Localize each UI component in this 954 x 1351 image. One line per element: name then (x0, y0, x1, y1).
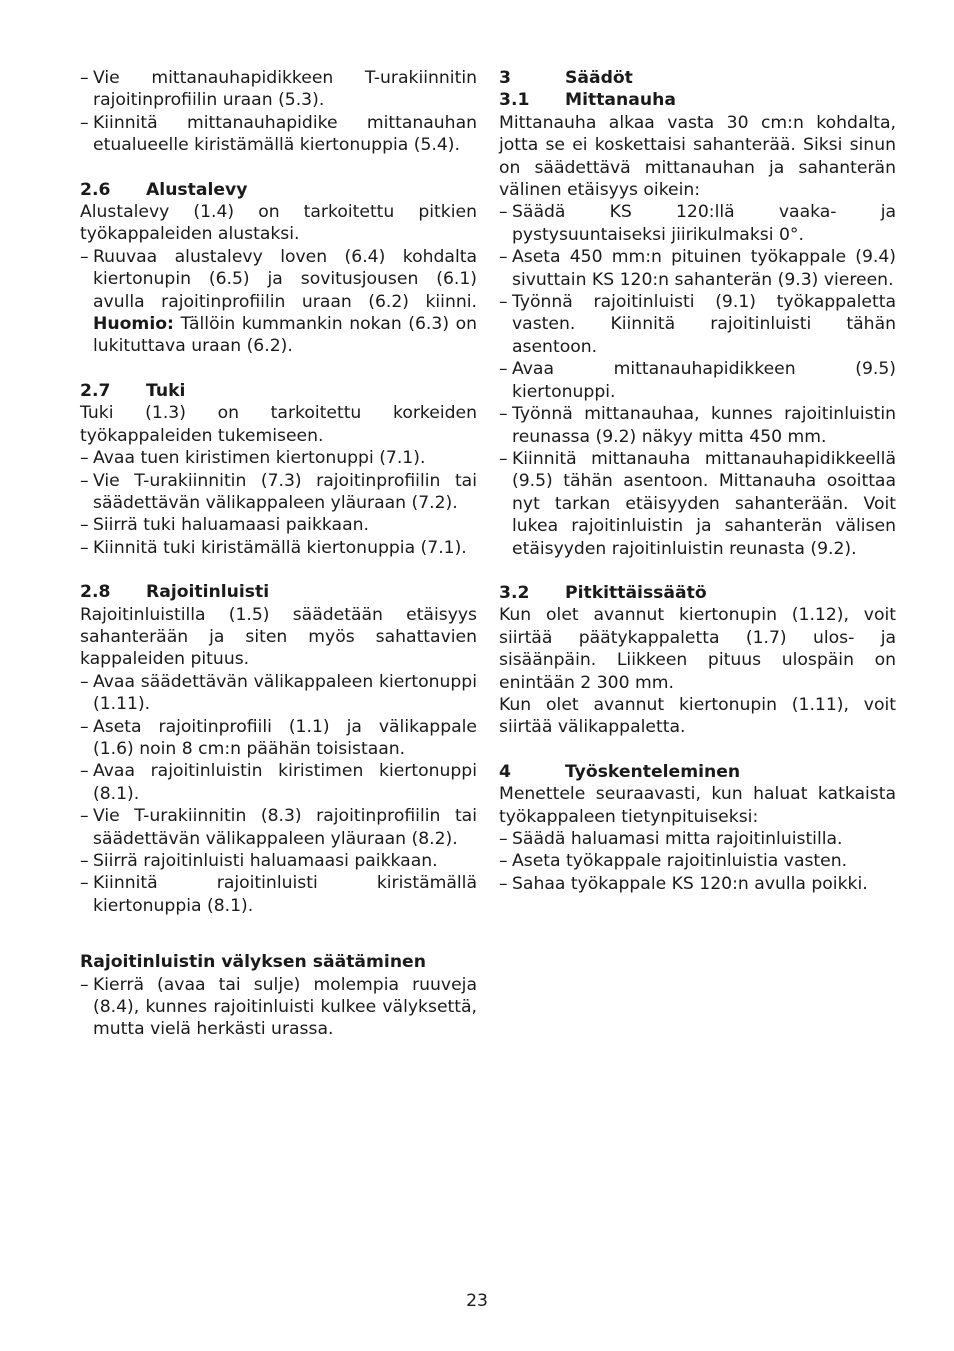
section-heading (499, 89, 896, 111)
bullet-text: Kiinnitä mittanauhapidike mittanauhan etualueelle kiristämällä kiertonuppia (5.4). (93, 112, 477, 156)
section-number: 4 (499, 761, 511, 782)
list-item: – Kiinnitä mittanauhapidike mittanauhan etualueelle kiristämällä kiertonuppia (5.4). (80, 112, 477, 156)
section-3 (499, 67, 896, 89)
list-item: – Aseta 450 mm:n pituinen työkappale (9.4) sivuttain KS 120:n sahanterän (9.3) viereen. (499, 247, 896, 290)
bullet-text: Kiinnitä mittanauha mittanauhapidikkeellä (9.5) tähän asentoon. Mittanauha osoittaa nyt tarkan etäisyyden sahanterään. Voit lukea rajoitinluistin ja sahanterän välisen etäisyyden rajoitinluistin reunasta (9.2). (512, 448, 896, 559)
section-title: Säädöt (565, 68, 633, 88)
section-heading (80, 581, 477, 603)
list-item: – Kierrä (avaa tai sulje) molempia ruuveja (8.4), kunnes rajoitinluisti kulkee välyksettä, mutta vielä herkästi urassa. (80, 974, 477, 1040)
section-title: Mittanauha (565, 90, 676, 111)
section-intro: Alustalevy (1.4) on tarkoitettu pitkien työkappaleiden alustaksi. (80, 202, 477, 245)
section-intro: Rajoitinluistilla (1.5) säädetään etäisyys sahanterään ja siten myös sahattavien kappaleiden pituus. (80, 604, 477, 670)
bullet-text: Säädä haluamasi mitta rajoitinluistilla. (512, 829, 843, 849)
section-heading (80, 380, 477, 402)
bullet-text: Avaa rajoitinluistin kiristimen kiertonuppi (8.1). (93, 761, 477, 804)
list-item: – Siirrä rajoitinluisti haluamaasi paikkaan. (80, 851, 438, 871)
section-intro: Tuki (1.3) on tarkoitettu korkeiden työkappaleiden tukemiseen. (80, 403, 477, 446)
section-number: 2.8 (80, 582, 111, 603)
intro-bullets (80, 67, 477, 157)
section-number: 2.6 (80, 179, 111, 200)
list-item: – Työnnä rajoitinluisti (9.1) työkappaletta vasten. Kiinnitä rajoitinluisti tähän asentoon. (499, 292, 896, 357)
bullet-text: Sahaa työkappale KS 120:n avulla poikki. (512, 873, 868, 894)
list-item: – Kiinnitä mittanauha mittanauhapidikkeellä (9.5) tähän asentoon. Mittanauha osoittaa nyt tarkan etäisyyden sahanterään. Voit lukea rajoitinluistin ja sahanterän välisen etäisyyden rajoitinluistin reunasta (9.2). (499, 448, 896, 559)
bullet-text: Avaa tuen kiristimen kiertonuppi (7.1). (93, 448, 426, 469)
page-number: 23 (466, 1291, 488, 1311)
section-title: Rajoitinluisti (146, 582, 270, 603)
section-clearance (80, 951, 477, 1041)
list-item: – Säädä KS 120:llä vaaka- ja pystysuuntaiseksi jiirikulmaksi 0°. (499, 202, 896, 245)
section-3-2 (499, 582, 896, 739)
bullet-text: Aseta rajoitinprofiili (1.1) ja välikappale (1.6) noin 8 cm:n päähän toisistaan. (93, 716, 477, 759)
section-title: Työskenteleminen (565, 761, 741, 782)
section-number: 3.1 (499, 90, 530, 111)
section-2-7 (80, 380, 477, 559)
list-item: – Aseta työkappale rajoitinluistia vasten. (499, 851, 848, 872)
list-item: – Vie T-urakiinnitin (7.3) rajoitinprofiilin tai säädettävän välikappaleen yläuraan (7.2). (80, 470, 477, 513)
left-column (80, 67, 477, 1041)
list-item: – Työnnä mittanauhaa, kunnes rajoitinluistin reunassa (9.2) näkyy mitta 450 mm. (499, 404, 896, 447)
bullet-text: Vie mittanauhapidikkeen T-urakiinnitin rajoitinprofiilin uraan (5.3). (93, 68, 477, 111)
list-item: – Ruuvaa alustalevy loven (6.4) kohdalta kiertonupin (6.5) ja sovitusjousen (6.1) avulla rajoitinprofiilin uraan (6.2) kiinni. Huomio: Tällöin kummankin nokan (6.3) on lukituttava uraan (6.2). (80, 246, 478, 357)
section-heading (499, 582, 896, 604)
section-paragraph: Kun olet avannut kiertonupin (1.12), voit siirtää päätykappaletta (1.7) ulos- ja sisäänpäin. Liikkeen pituus ulospäin on enintään 2 300 mm. (499, 605, 896, 693)
section-title: Tuki (146, 380, 186, 401)
section-paragraph: Kun olet avannut kiertonupin (1.11), voit siirtää välikappaletta. (499, 694, 896, 738)
section-2-6 (80, 179, 477, 358)
bullet-text: Avaa mittanauhapidikkeen (9.5) kiertonuppi. (512, 359, 896, 402)
section-heading (499, 761, 896, 783)
list-item: – Aseta rajoitinprofiili (1.1) ja välikappale (1.6) noin 8 cm:n päähän toisistaan. (80, 716, 477, 759)
list-item: – Kiinnitä rajoitinluisti kiristämällä kiertonuppia (8.1). (80, 873, 477, 916)
list-item: – Avaa säädettävän välikappaleen kiertonuppi (1.11). (80, 671, 477, 715)
bullet-text: Ruuvaa alustalevy loven (6.4) kohdalta kiertonupin (6.5) ja sovitusjousen (6.1) avulla rajoitinprofiilin uraan (6.2) kiinni. (93, 246, 477, 312)
bullet-text: Työnnä rajoitinluisti (9.1) työkappaletta vasten. Kiinnitä rajoitinluisti tähän asentoon. (512, 292, 896, 357)
bullet-text: Avaa säädettävän välikappaleen kiertonuppi (1.11). (93, 671, 477, 715)
list-item: – Avaa tuen kiristimen kiertonuppi (7.1). (80, 448, 426, 469)
list-item: – Vie T-urakiinnitin (8.3) rajoitinprofiilin tai säädettävän välikappaleen yläuraan (8.2). (80, 806, 477, 849)
section-heading (499, 67, 896, 89)
list-item: – Säädä haluamasi mitta rajoitinluistilla. (499, 829, 843, 849)
section-4 (499, 761, 896, 895)
bullet-text: Vie T-urakiinnitin (7.3) rajoitinprofiilin tai säädettävän välikappaleen yläuraan (7.2). (93, 470, 477, 513)
list-item: – Avaa rajoitinluistin kiristimen kiertonuppi (8.1). (80, 761, 477, 804)
bullet-text: Vie T-urakiinnitin (8.3) rajoitinprofiilin tai säädettävän välikappaleen yläuraan (8.2). (93, 806, 477, 849)
list-item: – Kiinnitä tuki kiristämällä kiertonuppia (7.1). (80, 537, 467, 558)
section-number: 3.2 (499, 582, 530, 603)
section-number: 3 (499, 68, 511, 88)
list-item: – Sahaa työkappale KS 120:n avulla poikki. (499, 873, 868, 894)
section-title: Rajoitinluistin välyksen säätäminen (80, 952, 426, 973)
note-text: Tällöin kummankin nokan (6.3) on lukituttava uraan (6.2). (93, 314, 478, 357)
bullet-text: Kiinnitä rajoitinluisti kiristämällä kiertonuppia (8.1). (93, 873, 477, 916)
section-heading (80, 179, 477, 201)
bullet-text: Siirrä tuki haluamaasi paikkaan. (93, 515, 369, 536)
bullet-text: Työnnä mittanauhaa, kunnes rajoitinluistin reunassa (9.2) näkyy mitta 450 mm. (512, 404, 896, 447)
section-3-1 (499, 89, 896, 560)
bullet-text: Siirrä rajoitinluisti haluamaasi paikkaan. (93, 851, 438, 871)
section-number: 2.7 (80, 380, 111, 401)
bullet-text: Kierrä (avaa tai sulje) molempia ruuveja (8.4), kunnes rajoitinluisti kulkee välyksettä, mutta vielä herkästi urassa. (93, 974, 477, 1040)
bullet-text: Aseta 450 mm:n pituinen työkappale (9.4) sivuttain KS 120:n sahanterän (9.3) viereen. (512, 247, 896, 290)
section-2-8 (80, 581, 477, 917)
section-title: Alustalevy (146, 179, 248, 200)
list-item: – Siirrä tuki haluamaasi paikkaan. (80, 515, 369, 536)
bullet-text: Säädä KS 120:llä vaaka- ja pystysuuntaiseksi jiirikulmaksi 0°. (512, 202, 896, 245)
right-column (499, 67, 896, 895)
list-item: – Vie mittanauhapidikkeen T-urakiinnitin rajoitinprofiilin uraan (5.3). (80, 68, 477, 111)
section-title: Pitkittäissäätö (565, 582, 707, 603)
bullet-text: Kiinnitä tuki kiristämällä kiertonuppia (7.1). (93, 537, 467, 558)
list-item: – Avaa mittanauhapidikkeen (9.5) kiertonuppi. (499, 359, 896, 402)
section-intro: Mittanauha alkaa vasta 30 cm:n kohdalta, jotta se ei koskettaisi sahanterää. Siksi sinun on säädettävä mittanauhan ja sahanterän välinen etäisyys oikein: (499, 112, 896, 201)
note-label: Huomio: (93, 314, 174, 335)
section-intro: Menettele seuraavasti, kun haluat katkaista työkappaleen tietynpituiseksi: (499, 784, 896, 827)
bullet-text: Aseta työkappale rajoitinluistia vasten. (512, 851, 848, 872)
